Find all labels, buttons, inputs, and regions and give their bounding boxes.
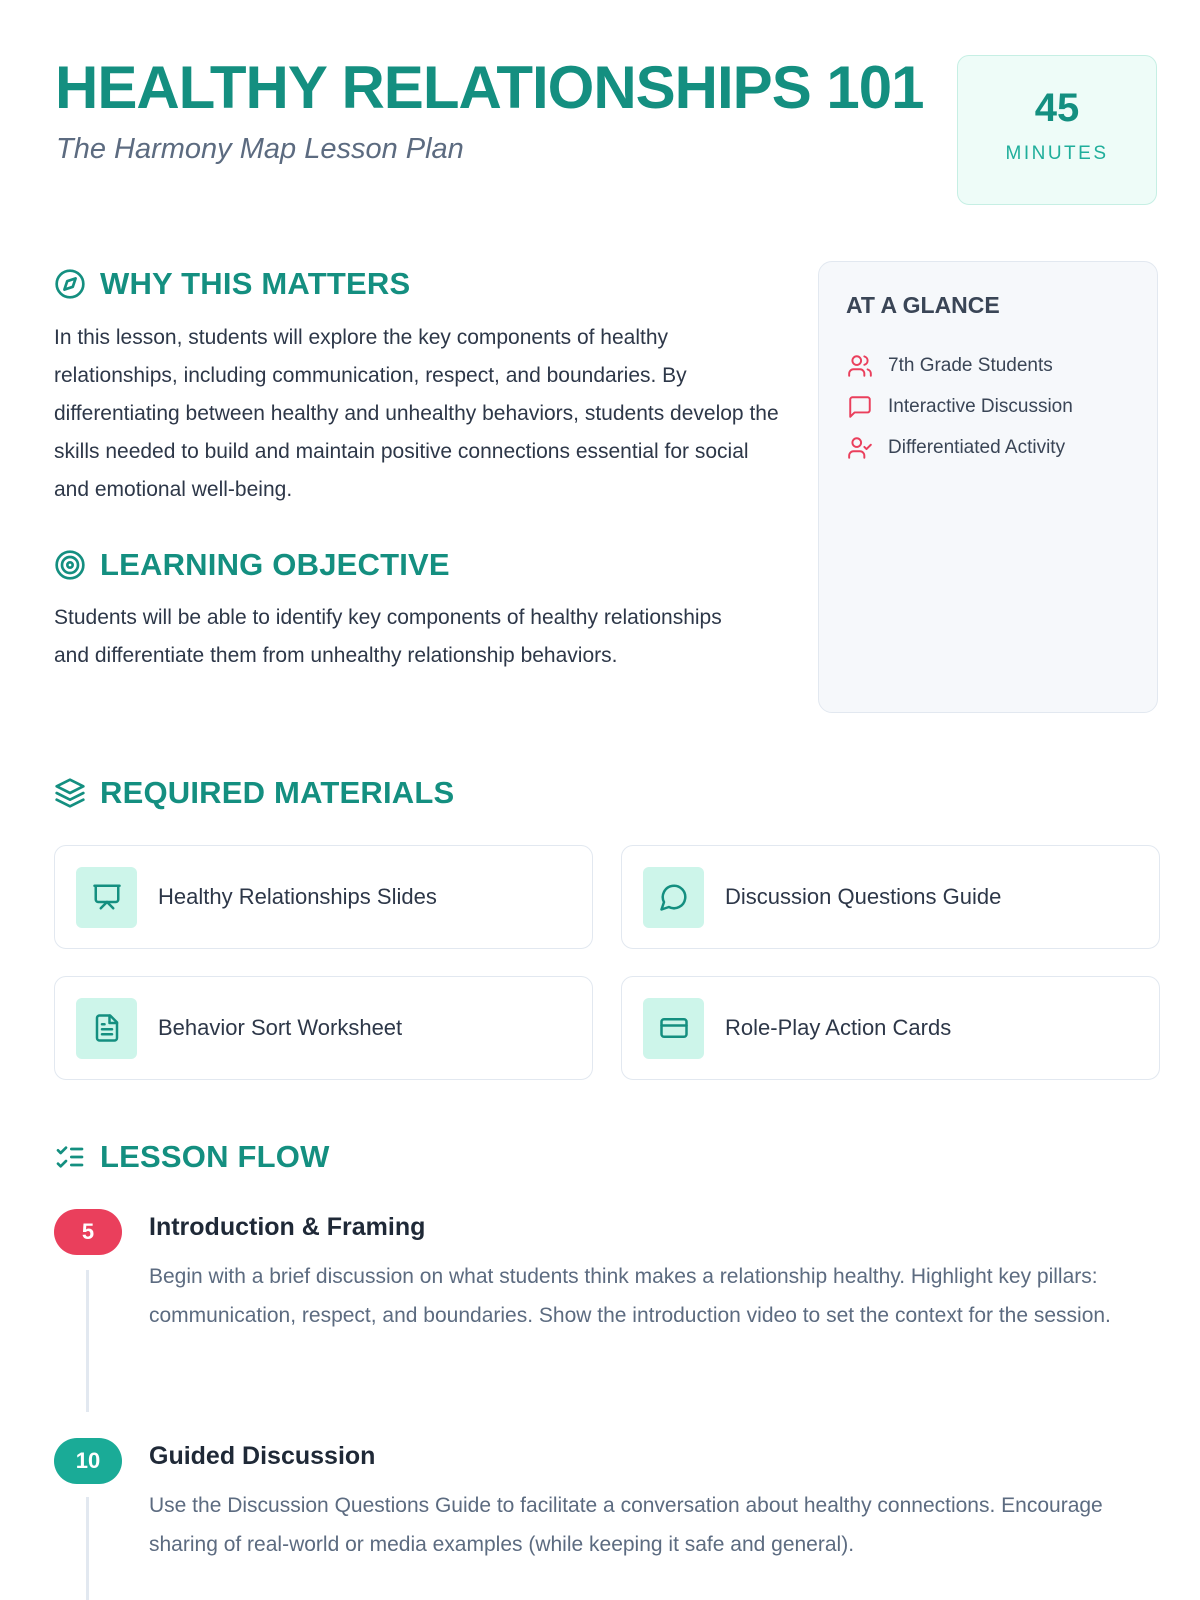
section-materials-title: REQUIRED MATERIALS: [100, 775, 455, 810]
glance-item-discussion: [846, 393, 1073, 421]
user-check-icon: [846, 434, 874, 462]
at-a-glance-title: AT A GLANCE: [846, 292, 1000, 318]
glance-item-activity: [846, 434, 1065, 462]
material-label: Behavior Sort Worksheet: [158, 1015, 403, 1040]
section-flow-title: LESSON FLOW: [100, 1139, 330, 1174]
step-title: Guided Discussion: [149, 1442, 376, 1470]
why-paragraph: In this lesson, students will explore the key components of healthy relationships, including communication, respect, and boundaries. By differentiating between healthy and unhealthy behaviors, students develop the skills needed to build and maintain positive connections essential for social and emotional well-being.: [54, 326, 779, 501]
section-flow-heading: [54, 1139, 330, 1175]
step-description: Begin with a brief discussion on what students think makes a relationship healthy. Highlight key pillars: communication, respect, and boundaries. Show the introduction video to set the context for the session.: [149, 1265, 1111, 1327]
material-card-worksheet[interactable]: [54, 976, 593, 1080]
file-text-icon: [76, 998, 137, 1059]
glance-item-label: 7th Grade Students: [888, 355, 1053, 376]
list-checks-icon: [54, 1141, 86, 1173]
material-label: Role-Play Action Cards: [725, 1015, 952, 1040]
timeline-connector: [86, 1497, 89, 1600]
duration-value: 45: [1034, 86, 1080, 130]
material-label: Healthy Relationships Slides: [158, 884, 437, 909]
compass-icon: [54, 268, 86, 300]
credit-card-icon: [643, 998, 704, 1059]
duration-badge: [957, 55, 1157, 205]
material-card-slides[interactable]: [54, 845, 593, 949]
timeline-connector: [86, 1270, 89, 1412]
glance-item-grade: [846, 352, 1053, 380]
target-icon: [54, 549, 86, 581]
section-objective-title: LEARNING OBJECTIVE: [100, 547, 450, 582]
glance-item-label: Interactive Discussion: [888, 396, 1073, 417]
presentation-icon: [76, 867, 137, 928]
step-minutes-badge: 5: [54, 1209, 122, 1255]
step-description: Use the Discussion Questions Guide to facilitate a conversation about healthy connections. Encourage sharing of real-world or media examples (while keeping it safe and general).: [149, 1494, 1103, 1556]
message-circle-icon: [643, 867, 704, 928]
material-card-discussion-guide[interactable]: [621, 845, 1160, 949]
material-card-role-play[interactable]: [621, 976, 1160, 1080]
message-square-icon: [846, 393, 874, 421]
section-why-heading: [54, 266, 410, 302]
section-objective-heading: [54, 547, 450, 583]
glance-item-label: Differentiated Activity: [888, 437, 1066, 458]
section-why-title: WHY THIS MATTERS: [100, 266, 411, 301]
at-a-glance-panel: [818, 261, 1158, 713]
step-minutes-badge: 10: [54, 1438, 122, 1484]
users-icon: [846, 352, 874, 380]
page-title: HEALTHY RELATIONSHIPS 101: [55, 54, 924, 121]
layers-icon: [54, 777, 86, 809]
step-title: Introduction & Framing: [149, 1213, 426, 1241]
page-subtitle: The Harmony Map Lesson Plan: [56, 133, 464, 165]
objective-paragraph: Students will be able to identify key components of healthy relationships and differentiate them from unhealthy relationship behaviors.: [54, 606, 722, 667]
section-materials-heading: [54, 775, 454, 811]
duration-unit: MINUTES: [1005, 143, 1109, 164]
material-label: Discussion Questions Guide: [725, 884, 1002, 909]
